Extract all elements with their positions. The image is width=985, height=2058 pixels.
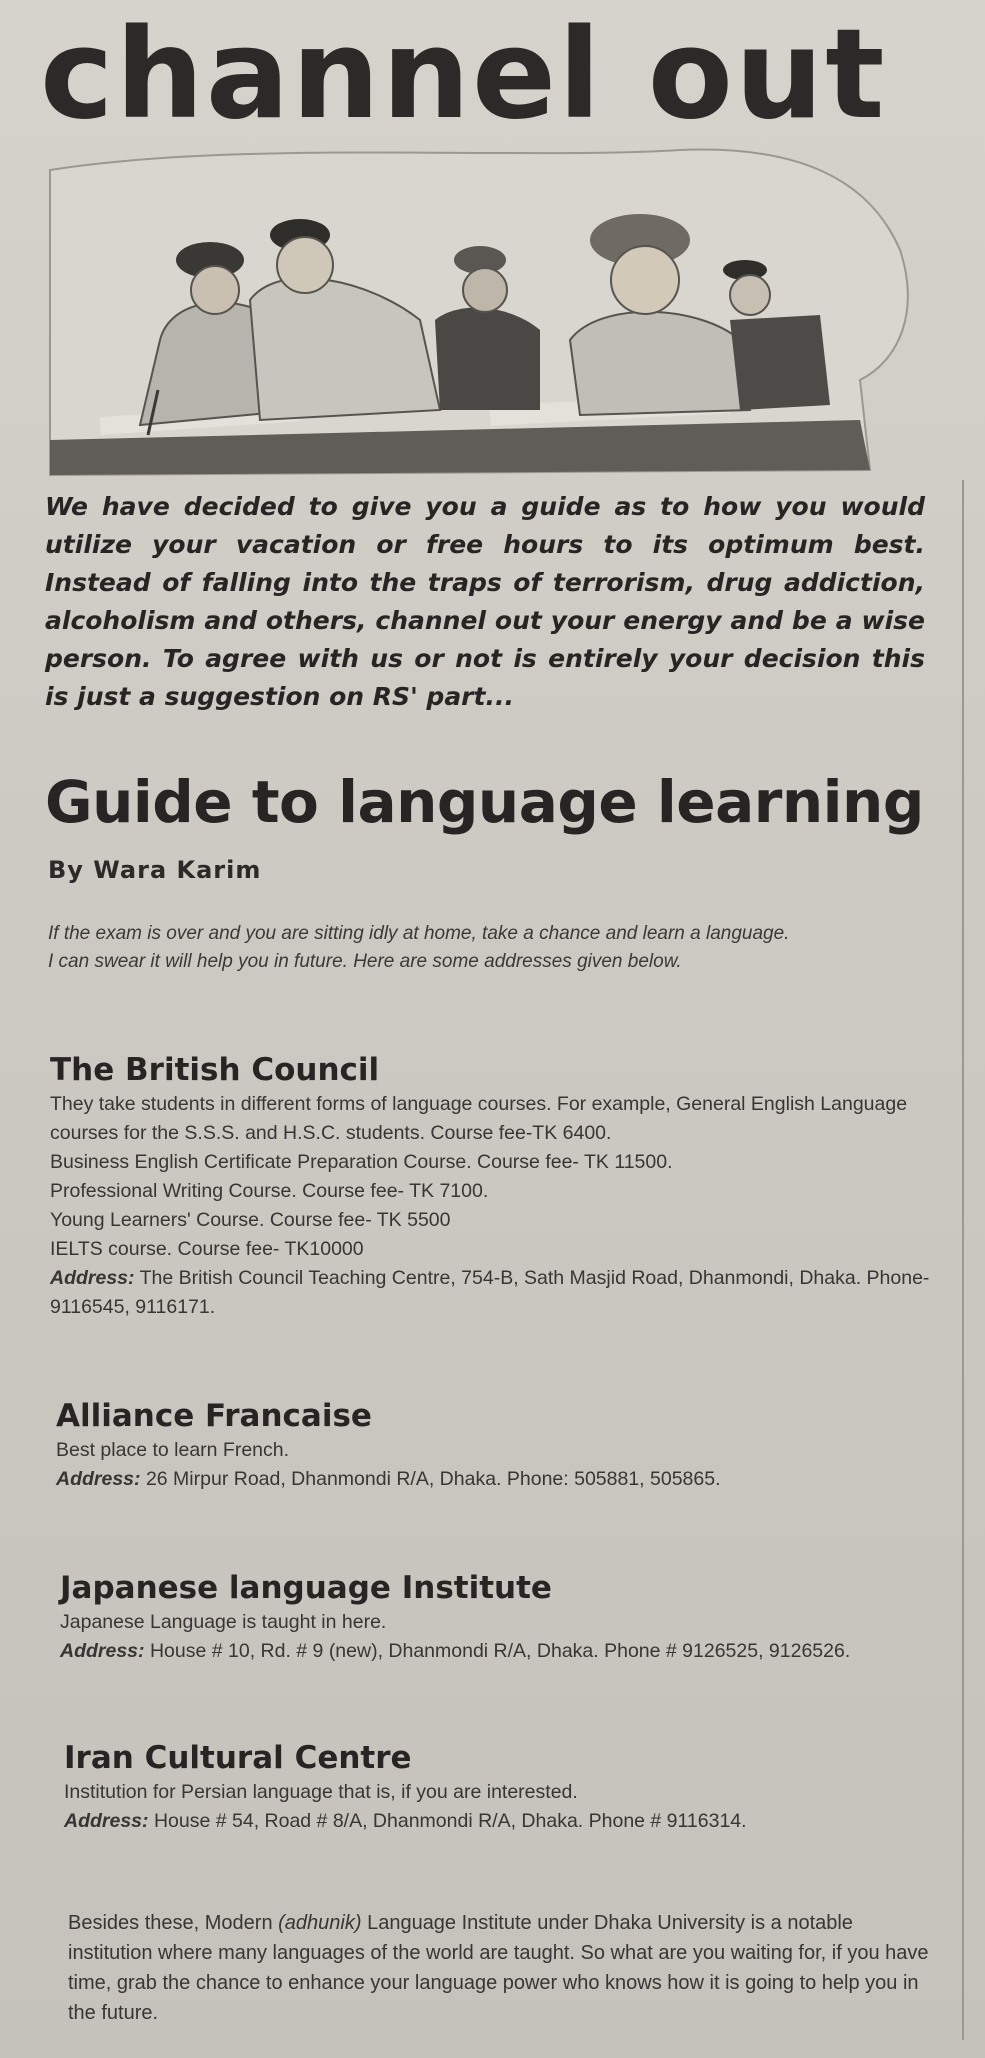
address-text: The British Council Teaching Centre, 754-B, Sath Masjid Road, Dhanmondi, Dhaka. Phone- 9116545, 9116171. — [50, 1267, 930, 1318]
section-line: Japanese Language is taught in here. — [60, 1611, 387, 1633]
section-heading: The British Council — [50, 1052, 380, 1088]
section-body — [56, 1436, 936, 1494]
section-line: They take students in different forms of language courses. For example, General English Language courses for the S.S.S. and H.S.C. students. Course fee-TK 6400. — [50, 1093, 908, 1144]
section-body — [50, 1090, 930, 1322]
lead-line: If the exam is over and you are sitting idly at home, take a chance and learn a language. — [48, 923, 790, 944]
closing-text: Besides these, Modern — [68, 1912, 279, 1934]
column-rule — [962, 480, 964, 2040]
section-address — [60, 1637, 940, 1666]
section-heading: Iran Cultural Centre — [64, 1740, 412, 1776]
section-british-council — [50, 1050, 930, 1322]
section-line: Professional Writing Course. Course fee- TK 7100. — [50, 1180, 489, 1202]
section-body — [64, 1778, 944, 1836]
section-address — [64, 1807, 944, 1836]
closing-paragraph — [68, 1908, 936, 2028]
address-text: 26 Mirpur Road, Dhanmondi R/A, Dhaka. Phone: 505881, 505865. — [145, 1468, 721, 1490]
section-line: Institution for Persian language that is, if you are interested. — [64, 1781, 578, 1803]
section-line: Young Learners' Course. Course fee- TK 5500 — [50, 1209, 451, 1231]
section-iran-cultural-centre — [64, 1738, 944, 1836]
section-body — [60, 1608, 940, 1666]
lead-line: I can swear it will help you in future. Here are some addresses given below. — [48, 951, 682, 972]
address-label: Address: — [64, 1810, 149, 1832]
section-alliance-francaise — [56, 1396, 936, 1494]
address-label: Address: — [56, 1468, 141, 1490]
address-text: House # 54, Road # 8/A, Dhanmondi R/A, Dhaka. Phone # 9116314. — [153, 1810, 747, 1832]
article-byline: By Wara Karim — [48, 856, 262, 884]
address-label: Address: — [50, 1267, 135, 1289]
closing-emphasis: (adhunik) — [278, 1912, 362, 1934]
section-line: Best place to learn French. — [56, 1439, 290, 1461]
article-title: Guide to language learning — [45, 768, 924, 836]
section-heading: Alliance Francaise — [56, 1398, 372, 1434]
address-text: House # 10, Rd. # 9 (new), Dhanmondi R/A, Dhaka. Phone # 9126525, 9126526. — [149, 1640, 851, 1662]
section-address — [56, 1465, 936, 1494]
section-address — [50, 1264, 930, 1322]
section-heading: Japanese language Institute — [60, 1570, 552, 1606]
intro-paragraph: We have decided to give you a guide as to how you would utilize your vacation or free hours to its optimum best. Instead of falling into the traps of terrorism, drug addiction, alcoholism and others, channel out your energy and be a wise person. To agree with us or not is entirely your decision this is just a suggestion on RS' part... — [45, 492, 925, 711]
section-japanese-institute — [60, 1568, 940, 1666]
students-studying-illustration — [40, 140, 920, 480]
address-label: Address: — [60, 1640, 145, 1662]
closing-text: Language Institute under Dhaka University is a notable institution where many languages of the world are taught. So what are you waiting for, if you have time, grab the chance to enhance your language power who knows how it is going to help you in the future. — [68, 1912, 929, 2024]
section-line: Business English Certificate Preparation Course. Course fee- TK 11500. — [50, 1151, 673, 1173]
article-lead — [48, 920, 928, 976]
section-line: IELTS course. Course fee- TK10000 — [50, 1238, 364, 1260]
masthead-title: channel out — [40, 3, 887, 147]
